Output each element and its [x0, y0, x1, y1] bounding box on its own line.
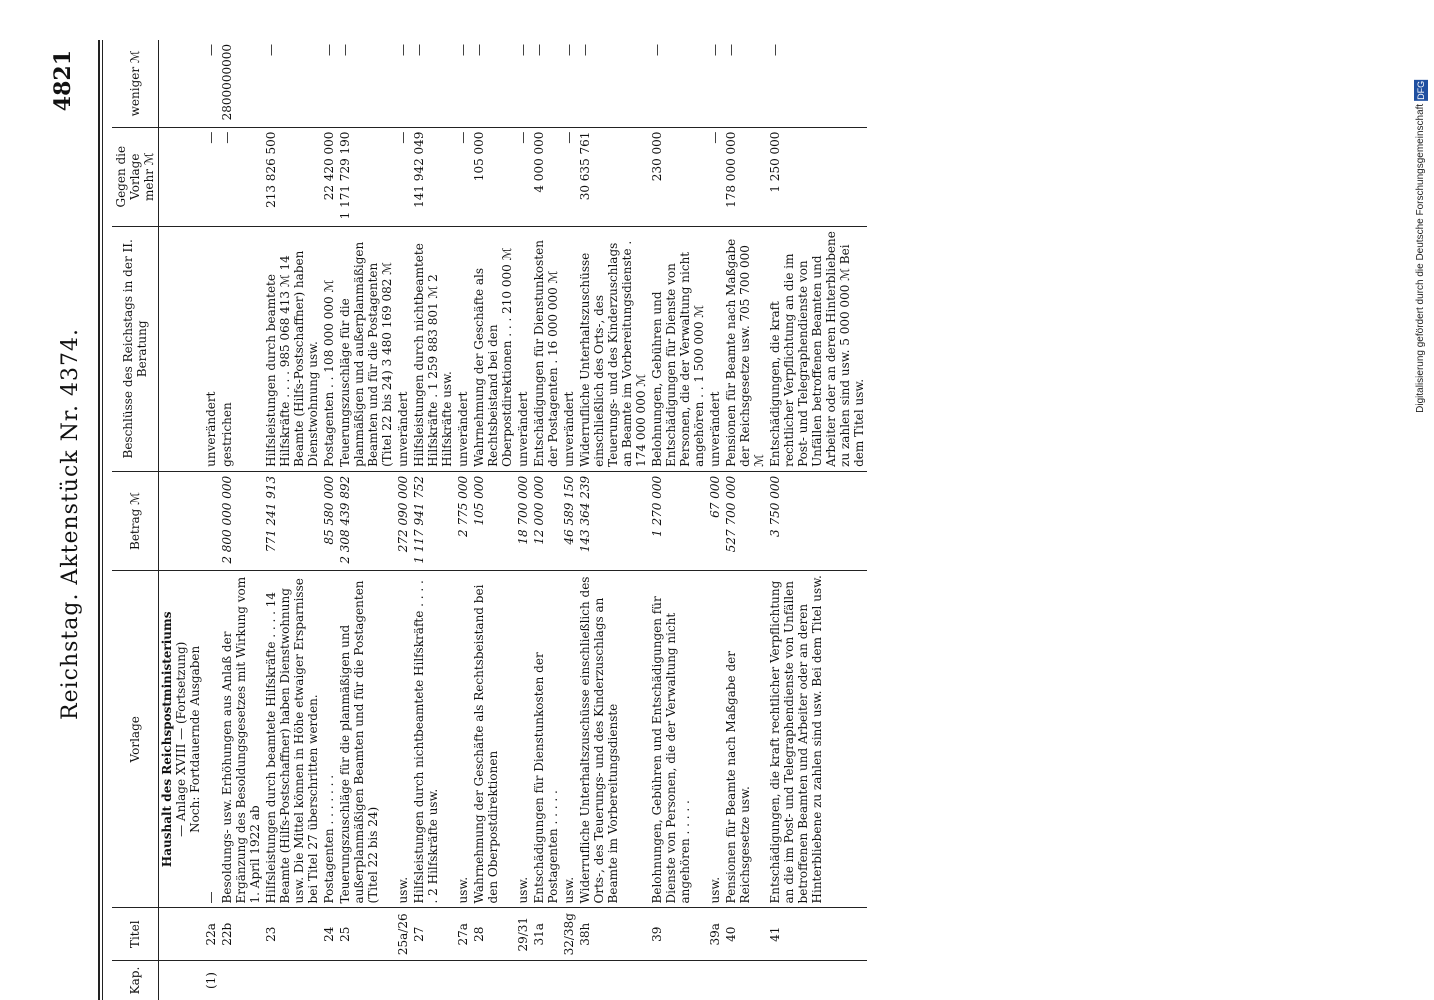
mehr-cell: 22 420 000 — [321, 127, 337, 226]
col-betrag: Betrag ℳ — [112, 471, 159, 570]
table-row — [203, 40, 219, 1000]
mehr-cell: — — [707, 127, 723, 226]
weniger-cell: — — [471, 40, 515, 127]
titel-cell: 27 — [411, 908, 455, 961]
betrag-cell: 85 580 000 — [321, 471, 337, 570]
weniger-cell: — — [723, 40, 767, 127]
weniger-cell: — — [531, 40, 561, 127]
vorlage-cell: Belohnungen, Gebühren und Entschädigungen für Dienste von Personen, die der Verwaltung nicht angehören . . . . . — [649, 571, 707, 908]
weniger-cell: — — [203, 40, 219, 127]
dfg-badge: DFG — [1416, 81, 1426, 100]
col-vorlage: Vorlage — [112, 571, 159, 908]
kap-cell — [723, 961, 767, 1000]
betrag-cell: 143 364 239 — [577, 471, 649, 570]
betrag-cell: 105 000 — [471, 471, 515, 570]
mehr-cell: — — [395, 127, 411, 226]
beschluss-cell: Entschädigungen, die kraft rechtlicher Verpflichtung an die im Post- und Telegraphendienste von Unfällen betroffenen Beamten und Arbeiter oder an deren Hinterbliebene zu zahlen sind usw. 5 000 000 ℳ Bei dem Titel usw. — [767, 226, 867, 471]
kap-cell — [515, 961, 531, 1000]
weniger-cell: — — [515, 40, 531, 127]
beschluss-cell: Hilfsleistungen durch nichtbeamtete Hilfskräfte . 1 259 883 801 ℳ 2 Hilfskräfte usw. — [411, 226, 455, 471]
col-kap: Kap. — [112, 961, 159, 1000]
table-row — [707, 40, 723, 1000]
table-row — [337, 40, 395, 1000]
vorlage-cell: Widerrufliche Unterhaltszuschüsse einschließlich des Orts-, des Teuerungs- und des Kinderzuschlags an Beamte im Vorbereitungsdienste — [577, 571, 649, 908]
mehr-cell: 230 000 — [649, 127, 707, 226]
mehr-cell: — — [515, 127, 531, 226]
kap-cell — [471, 961, 515, 1000]
betrag-cell: 18 700 000 — [515, 471, 531, 570]
beschluss-cell: Teuerungszuschläge für die planmäßigen und außerplanmäßigen Beamten und für die Postagenten (Titel 22 bis 24) 3 480 169 082 ℳ — [337, 226, 395, 471]
betrag-cell: 67 000 — [707, 471, 723, 570]
vorlage-cell: usw. — [455, 571, 471, 908]
kap-cell — [395, 961, 411, 1000]
kap-cell — [531, 961, 561, 1000]
titel-cell: 25a/26 — [395, 908, 411, 961]
kap-cell — [219, 961, 263, 1000]
beschluss-cell: unverändert — [707, 226, 723, 471]
table-row — [515, 40, 531, 1000]
mehr-cell: 105 000 — [471, 127, 515, 226]
kap-cell — [561, 961, 577, 1000]
vorlage-cell: Entschädigungen, die kraft rechtlicher Verpflichtung an die im Post- und Telegraphendienste von Unfällen betroffenen Beamten und Arbeiter oder an deren Hinterbliebene zu zahlen sind usw. Bei dem Titel usw. — [767, 571, 867, 908]
vorlage-cell: Teuerungszuschläge für die planmäßigen und außerplanmäßigen Beamten und für die Postagenten (Titel 22 bis 24) — [337, 571, 395, 908]
table-body — [159, 40, 868, 1000]
header-title: Reichstag. Aktenstück Nr. 4374. — [58, 328, 83, 720]
beschluss-cell: gestrichen — [219, 226, 263, 471]
section-sub2: Noch: Fortdauernde Ausgaben — [188, 645, 202, 833]
beschluss-cell: unverändert — [203, 226, 219, 471]
weniger-cell: — — [337, 40, 395, 127]
betrag-cell: 771 241 913 — [263, 471, 321, 570]
beschluss-cell: unverändert — [395, 226, 411, 471]
section-title: Haushalt des Reichspostministeriums — [160, 611, 174, 868]
mehr-cell: 213 826 500 — [263, 127, 321, 226]
titel-cell: 22a — [203, 908, 219, 961]
rotated-document — [40, 40, 1380, 1000]
weniger-cell: — — [455, 40, 471, 127]
table-row — [411, 40, 455, 1000]
weniger-cell: 2800000000 — [219, 40, 263, 127]
funding-text: Digitalisierung gefördert durch die Deutsche Forschungsgemeinschaft — [1415, 103, 1426, 413]
table-row — [767, 40, 867, 1000]
betrag-cell: 2 308 439 892 — [337, 471, 395, 570]
titel-cell: 25 — [337, 908, 395, 961]
weniger-cell: — — [321, 40, 337, 127]
beschluss-cell: unverändert — [455, 226, 471, 471]
titel-cell: 29/31 — [515, 908, 531, 961]
betrag-cell — [203, 471, 219, 570]
betrag-cell: 2 800 000 000 — [219, 471, 263, 570]
titel-cell: 31a — [531, 908, 561, 961]
col-titel: Titel — [112, 908, 159, 961]
table-row — [531, 40, 561, 1000]
beschluss-cell: Widerrufliche Unterhaltszuschüsse einschließlich des Orts-, des Teuerungs- und des Kinderzuschlags an Beamte im Vorbereitungsdienste . 174 000 000 ℳ — [577, 226, 649, 471]
betrag-cell: 12 000 000 — [531, 471, 561, 570]
beschluss-cell: Wahrnehmung der Geschäfte als Rechtsbeistand bei den Oberpostdirektionen . . . 210 000 ℳ — [471, 226, 515, 471]
mehr-cell: 141 942 049 — [411, 127, 455, 226]
weniger-cell: — — [577, 40, 649, 127]
kap-cell — [411, 961, 455, 1000]
vorlage-cell: usw. — [561, 571, 577, 908]
table-row — [455, 40, 471, 1000]
mehr-cell: 1 171 729 190 — [337, 127, 395, 226]
titel-cell: 41 — [767, 908, 867, 961]
header-rule — [98, 40, 100, 1000]
table-row — [219, 40, 263, 1000]
titel-cell: 39 — [649, 908, 707, 961]
betrag-cell: 1 270 000 — [649, 471, 707, 570]
betrag-cell: 46 589 150 — [561, 471, 577, 570]
table-row — [561, 40, 577, 1000]
table-row — [471, 40, 515, 1000]
betrag-cell: 272 090 000 — [395, 471, 411, 570]
weniger-cell: — — [707, 40, 723, 127]
beschluss-cell: Pensionen für Beamte nach Maßgabe der Reichsgesetze usw. 705 700 000 ℳ — [723, 226, 767, 471]
titel-cell: 22b — [219, 908, 263, 961]
mehr-cell: — — [219, 127, 263, 226]
weniger-cell: — — [411, 40, 455, 127]
funding-note — [1414, 80, 1428, 413]
betrag-cell: 527 700 000 — [723, 471, 767, 570]
col-beschluesse: Beschlüsse des Reichstags in der II. Beratung — [112, 226, 159, 471]
vorlage-cell: usw. — [707, 571, 723, 908]
mehr-cell: 4 000 000 — [531, 127, 561, 226]
beschluss-cell: Hilfsleistungen durch beamtete Hilfskräfte . . . . 985 068 413 ℳ 14 Beamte (Hilfs-Postschaffner) haben Dienstwohnung usw. — [263, 226, 321, 471]
weniger-cell: — — [561, 40, 577, 127]
titel-cell: 28 — [471, 908, 515, 961]
titel-cell: 40 — [723, 908, 767, 961]
vorlage-cell: usw. — [395, 571, 411, 908]
table-row — [395, 40, 411, 1000]
kap-cell — [577, 961, 649, 1000]
beschluss-cell: Entschädigungen für Dienstunkosten der Postagenten . 16 000 000 ℳ — [531, 226, 561, 471]
weniger-cell: — — [767, 40, 867, 127]
table-row — [263, 40, 321, 1000]
vorlage-cell: Wahrnehmung der Geschäfte als Rechtsbeistand bei den Oberpostdirektionen — [471, 571, 515, 908]
col-weniger: weniger ℳ — [112, 40, 159, 127]
titel-cell: 23 — [263, 908, 321, 961]
vorlage-cell: usw. — [515, 571, 531, 908]
section-header-row — [159, 40, 204, 1000]
betrag-cell: 1 117 941 752 — [411, 471, 455, 570]
beschluss-cell: unverändert — [561, 226, 577, 471]
titel-cell: 24 — [321, 908, 337, 961]
col-gegen: Gegen die Vorlage — [114, 145, 142, 208]
mehr-cell: 1 250 000 — [767, 127, 867, 226]
mehr-cell: 178 000 000 — [723, 127, 767, 226]
vorlage-cell: Besoldungs- usw. Erhöhungen aus Anlaß der Ergänzung des Besoldungsgesetzes mit Wirkung vom 1. April 1922 ab — [219, 571, 263, 908]
betrag-cell: 2 775 000 — [455, 471, 471, 570]
table-row — [321, 40, 337, 1000]
beschluss-cell: unverändert — [515, 226, 531, 471]
betrag-cell: 3 750 000 — [767, 471, 867, 570]
kap-cell — [337, 961, 395, 1000]
kap-cell: (1) — [204, 972, 218, 990]
vorlage-cell: — — [203, 571, 219, 908]
weniger-cell: — — [395, 40, 411, 127]
kap-cell — [321, 961, 337, 1000]
beschluss-cell: Postagenten . . 108 000 000 ℳ — [321, 226, 337, 471]
vorlage-cell: Hilfsleistungen durch beamtete Hilfskräfte . . . . 14 Beamte (Hilfs-Postschaffner) haben Dienstwohnung usw. Die Mittel können in Höhe etwaiger Ersparnisse bei Titel 27 überschritten werden. — [263, 571, 321, 908]
kap-cell — [767, 961, 867, 1000]
mehr-cell: 30 635 761 — [577, 127, 649, 226]
kap-cell — [707, 961, 723, 1000]
vorlage-cell: Postagenten . . . . . . . — [321, 571, 337, 908]
section-sub1: — Anlage XVIII — (Fortsetzung) — [174, 641, 188, 837]
titel-cell: 39a — [707, 908, 723, 961]
vorlage-cell: Hilfsleistungen durch nichtbeamtete Hilfskräfte . . . . . 2 Hilfskräfte usw. — [411, 571, 455, 908]
col-mehr — [112, 127, 159, 226]
table-row — [649, 40, 707, 1000]
beschluss-cell: Belohnungen, Gebühren und Entschädigungen für Dienste von Personen, die der Verwaltung nicht angehören . . 1 500 000 ℳ — [649, 226, 707, 471]
mehr-cell: — — [455, 127, 471, 226]
section-title-cell — [159, 571, 204, 908]
weniger-cell: — — [649, 40, 707, 127]
vorlage-cell: Entschädigungen für Dienstunkosten der Postagenten . . . . . — [531, 571, 561, 908]
budget-table — [112, 40, 867, 1000]
header-rule-thin — [102, 40, 103, 1000]
titel-cell: 27a — [455, 908, 471, 961]
table-row — [723, 40, 767, 1000]
kap-cell — [649, 961, 707, 1000]
mehr-cell: — — [561, 127, 577, 226]
kap-cell — [263, 961, 321, 1000]
page-number: 4821 — [50, 50, 76, 112]
titel-cell: 32/38g — [561, 908, 577, 961]
mehr-cell: — — [203, 127, 219, 226]
table-row — [577, 40, 649, 1000]
col-mehr-label: mehr ℳ — [142, 152, 156, 201]
vorlage-cell: Pensionen für Beamte nach Maßgabe der Reichsgesetze usw. — [723, 571, 767, 908]
kap-cell — [455, 961, 471, 1000]
titel-cell: 38h — [577, 908, 649, 961]
weniger-cell: — — [263, 40, 321, 127]
